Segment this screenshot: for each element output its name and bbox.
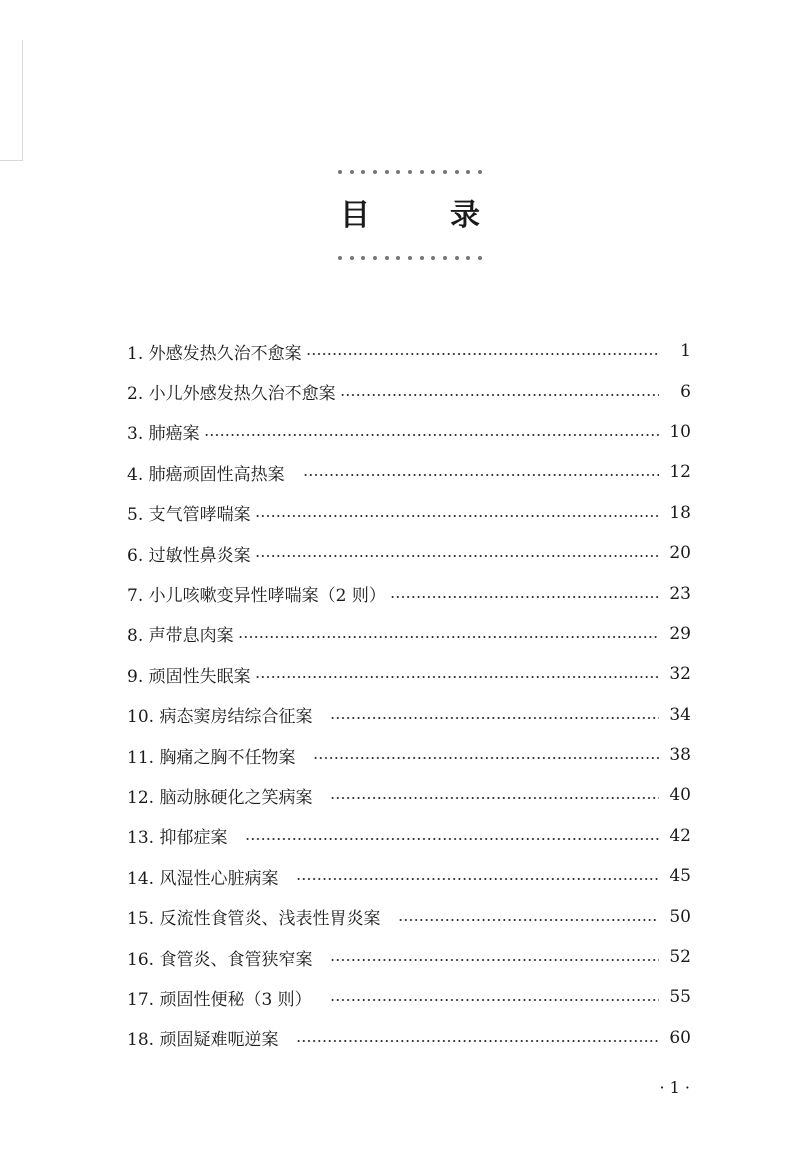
toc-entry[interactable] — [127, 775, 691, 815]
toc-entry[interactable] — [127, 412, 691, 452]
toc-entry-page: 52 — [669, 947, 691, 968]
dot-leader — [398, 919, 659, 921]
toc-entry-page: 38 — [669, 745, 691, 766]
toc-entry[interactable] — [127, 896, 691, 936]
toc-entry-title: 13. 抑郁症案 — [127, 828, 228, 849]
toc-entry-title: 17. 顽固性便秘（3 则） — [127, 989, 312, 1010]
dot-leader — [255, 676, 659, 678]
dot-leader — [330, 999, 659, 1001]
toc-entry-page: 1 — [680, 341, 691, 362]
toc-entry-page: 40 — [669, 785, 691, 806]
toc-entry[interactable] — [127, 856, 691, 896]
toc-entry[interactable] — [127, 452, 691, 492]
decorative-dots-top — [338, 170, 482, 174]
toc-entry[interactable] — [127, 977, 691, 1017]
toc-entry[interactable] — [127, 573, 691, 613]
toc-entry[interactable] — [127, 1018, 691, 1058]
toc-entry-page: 12 — [669, 462, 691, 483]
toc-entry-title: 1. 外感发热久治不愈案 — [127, 343, 302, 364]
toc-entry-title: 14. 风湿性心脏病案 — [127, 868, 279, 889]
toc-entry-page: 10 — [669, 421, 691, 442]
page-number: · 1 · — [659, 1078, 690, 1097]
dot-leader — [390, 596, 659, 598]
toc-entry-title: 8. 声带息肉案 — [127, 626, 234, 647]
dot-leader — [296, 878, 659, 880]
toc-entry-title: 10. 病态窦房结综合征案 — [127, 707, 313, 728]
dot-leader — [255, 555, 659, 557]
toc-entry-page: 29 — [669, 623, 691, 644]
toc-entry-page: 34 — [669, 704, 691, 725]
toc-entry-title: 6. 过敏性鼻炎案 — [127, 545, 251, 566]
toc-entry-page: 23 — [669, 583, 691, 604]
dot-leader — [313, 757, 659, 759]
dot-leader — [296, 1040, 659, 1042]
toc-entry-page: 60 — [669, 1027, 691, 1048]
toc-entry-title: 2. 小儿外感发热久治不愈案 — [127, 384, 336, 405]
toc-entry-page: 45 — [669, 866, 691, 887]
dot-leader — [204, 434, 659, 436]
toc-entry-page: 20 — [669, 543, 691, 564]
toc-entry-title: 11. 胸痛之胸不任物案 — [127, 747, 296, 768]
toc-entry-page: 55 — [669, 987, 691, 1008]
toc-entry-title: 12. 脑动脉硬化之笑病案 — [127, 787, 313, 808]
page-title — [340, 196, 480, 236]
toc-entry-page: 50 — [669, 906, 691, 927]
toc-entry[interactable] — [127, 371, 691, 411]
dot-leader — [306, 353, 659, 355]
toc-entry[interactable] — [127, 533, 691, 573]
toc-entry-page: 42 — [669, 825, 691, 846]
toc-entry[interactable] — [127, 816, 691, 856]
toc-entry-title: 16. 食管炎、食管狭窄案 — [127, 949, 313, 970]
toc-entry[interactable] — [127, 937, 691, 977]
decorative-dots-bottom — [338, 256, 482, 260]
dot-leader — [330, 959, 659, 961]
page-corner-mark — [0, 40, 23, 161]
toc-entry-page: 6 — [680, 381, 691, 402]
toc-entry-title: 7. 小儿咳嗽变异性哮喘案（2 则） — [127, 586, 386, 607]
toc-entry-page: 32 — [669, 664, 691, 685]
dot-leader — [238, 636, 659, 638]
toc-entry-title: 5. 支气管哮喘案 — [127, 505, 251, 526]
dot-leader — [303, 474, 659, 476]
table-of-contents — [127, 331, 691, 1058]
title-char-2: 录 — [450, 198, 480, 233]
toc-entry[interactable] — [127, 493, 691, 533]
toc-entry[interactable] — [127, 654, 691, 694]
toc-entry-title: 15. 反流性食管炎、浅表性胃炎案 — [127, 909, 381, 930]
dot-leader — [340, 394, 659, 396]
dot-leader — [245, 838, 659, 840]
toc-entry-title: 18. 顽固疑难呃逆案 — [127, 1030, 279, 1051]
toc-entry[interactable] — [127, 695, 691, 735]
toc-entry-title: 4. 肺癌顽固性高热案 — [127, 464, 285, 485]
dot-leader — [330, 717, 659, 719]
toc-entry-title: 9. 顽固性失眠案 — [127, 666, 251, 687]
toc-entry-page: 18 — [669, 502, 691, 523]
toc-entry[interactable] — [127, 614, 691, 654]
toc-entry-title: 3. 肺癌案 — [127, 424, 200, 445]
dot-leader — [255, 515, 659, 517]
title-char-1: 目 — [340, 198, 370, 233]
toc-entry[interactable] — [127, 331, 691, 371]
dot-leader — [330, 797, 659, 799]
toc-entry[interactable] — [127, 735, 691, 775]
